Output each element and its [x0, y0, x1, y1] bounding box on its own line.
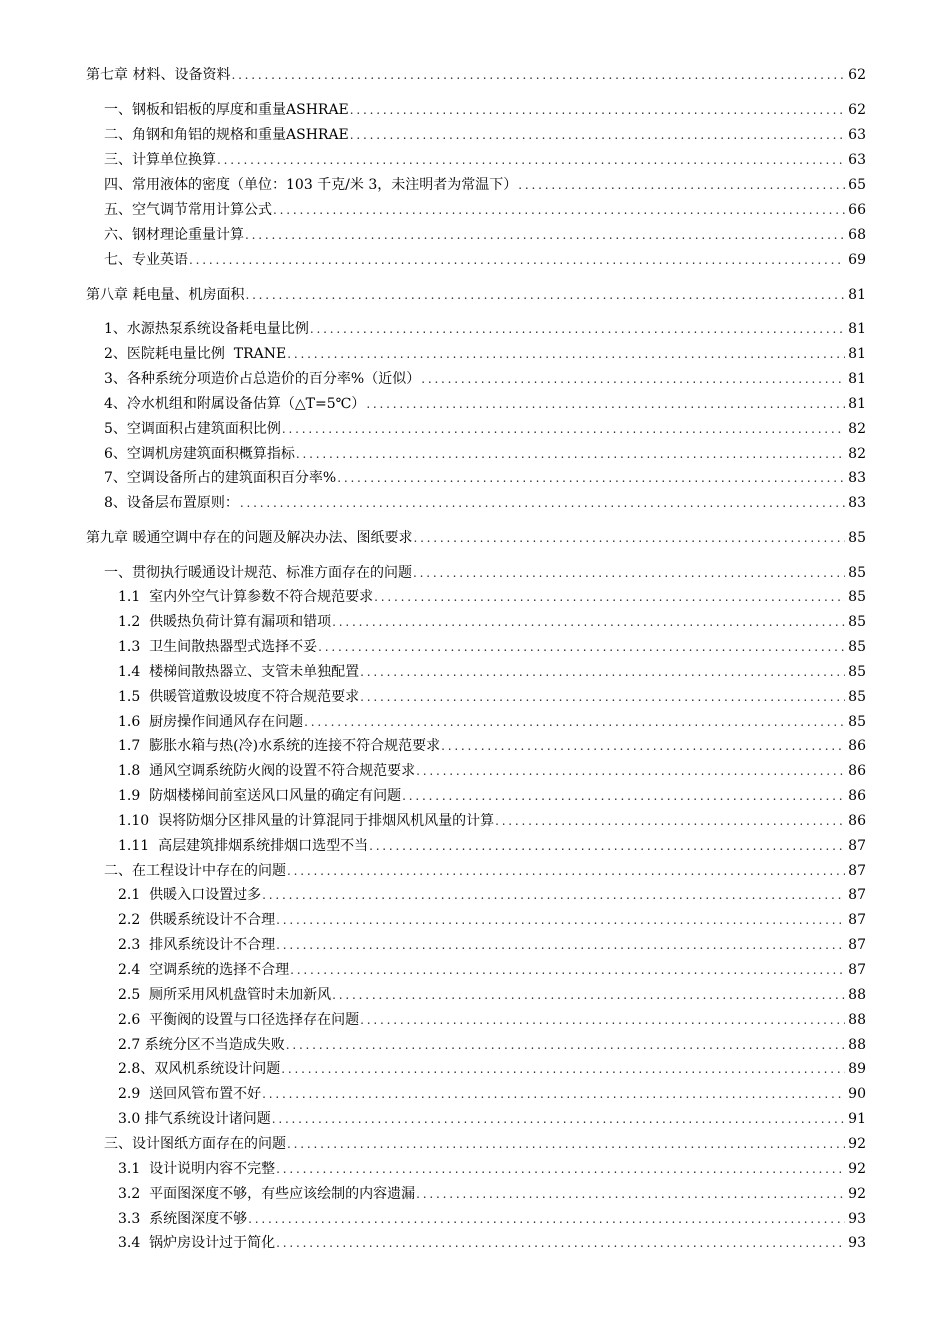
- dot-leader: [287, 1132, 845, 1156]
- dot-leader: [350, 98, 845, 122]
- toc-entry-label: 2.5 厕所采用风机盘管时未加新风: [118, 987, 332, 1003]
- toc-page-number: 63: [848, 152, 866, 168]
- dot-leader: [245, 283, 845, 307]
- dot-leader: [413, 561, 845, 585]
- toc-row: [0, 561, 950, 585]
- toc-page-number: 87: [848, 912, 866, 928]
- toc-section-entry[interactable]: [118, 685, 866, 709]
- toc-page-number: 66: [848, 202, 866, 218]
- toc-page-number: 85: [848, 565, 866, 581]
- toc-page-number: 85: [848, 664, 866, 680]
- toc-entry-label: 1.4 楼梯间散热器立、支管未单独配置: [118, 664, 360, 680]
- toc-row: [0, 466, 950, 490]
- toc-row: [0, 734, 950, 758]
- toc-section-entry[interactable]: [118, 933, 866, 957]
- toc-row: [0, 392, 950, 416]
- toc-row: [0, 442, 950, 466]
- dot-leader: [374, 585, 845, 609]
- toc-entry-label: 一、钢板和铝板的厚度和重量ASHRAE: [104, 102, 349, 118]
- toc-section-entry[interactable]: [118, 734, 866, 758]
- toc-row: [0, 491, 950, 515]
- toc-entry-label: 第七章 材料、设备资料: [86, 67, 231, 83]
- toc-row: [0, 759, 950, 783]
- toc-section-entry[interactable]: [118, 1107, 866, 1131]
- toc-section-entry[interactable]: [104, 123, 866, 147]
- toc-page-number: 87: [848, 838, 866, 854]
- toc-chapter-entry[interactable]: [86, 63, 866, 87]
- toc-entry-label: 二、角钢和角铝的规格和重量ASHRAE: [104, 127, 349, 143]
- toc-page-number: 83: [848, 495, 866, 511]
- dot-leader: [245, 223, 845, 247]
- toc-page-number: 62: [848, 102, 866, 118]
- toc-row: [0, 883, 950, 907]
- toc-entry-label: 第九章 暖通空调中存在的问题及解决办法、图纸要求: [86, 530, 413, 546]
- toc-page-number: 68: [848, 227, 866, 243]
- toc-entry-label: 2.9 送回风管布置不好: [118, 1086, 262, 1102]
- toc-row: [0, 1231, 950, 1255]
- toc-entry-label: 1.2 供暖热负荷计算有漏项和错项: [118, 614, 332, 630]
- toc-entry-label: 2.4 空调系统的选择不合理: [118, 962, 290, 978]
- toc-page-number: 81: [848, 396, 866, 412]
- toc-page-number: 87: [848, 962, 866, 978]
- toc-page-number: 87: [848, 937, 866, 953]
- toc-section-entry[interactable]: [118, 660, 866, 684]
- toc-section-entry[interactable]: [118, 759, 866, 783]
- toc-entry-label: 1、水源热泵系统设备耗电量比例: [104, 321, 309, 337]
- toc-entry-label: 8、设备层布置原则：: [104, 495, 239, 511]
- toc-page-number: 86: [848, 788, 866, 804]
- toc-page-number: 82: [848, 446, 866, 462]
- dot-leader: [413, 526, 845, 550]
- toc-row: [0, 710, 950, 734]
- toc-section-entry[interactable]: [118, 883, 866, 907]
- toc-row: [0, 248, 950, 272]
- toc-entry-label: 2.1 供暖入口设置过多: [118, 887, 262, 903]
- dot-leader: [416, 759, 845, 783]
- toc-section-entry[interactable]: [118, 958, 866, 982]
- toc-section-entry[interactable]: [118, 908, 866, 932]
- toc-page-number: 86: [848, 813, 866, 829]
- toc-entry-label: 一、贯彻执行暖通设计规范、标准方面存在的问题: [104, 565, 412, 581]
- toc-row: [0, 1033, 950, 1057]
- toc-page-number: 87: [848, 863, 866, 879]
- toc-entry-label: 第八章 耗电量、机房面积: [86, 287, 245, 303]
- toc-chapter-entry[interactable]: [86, 526, 866, 550]
- toc-entry-label: 6、空调机房建筑面积概算指标: [104, 446, 295, 462]
- toc-section-entry[interactable]: [104, 1132, 866, 1156]
- toc-entry-label: 3.3 系统图深度不够: [118, 1211, 248, 1227]
- dot-leader: [366, 392, 845, 416]
- toc-section-entry[interactable]: [104, 491, 866, 515]
- toc-page-number: 85: [848, 530, 866, 546]
- toc-page-number: 87: [848, 887, 866, 903]
- toc-row: [0, 585, 950, 609]
- toc-row: [0, 983, 950, 1007]
- toc-entry-label: 三、设计图纸方面存在的问题: [104, 1136, 286, 1152]
- dot-leader: [276, 1231, 845, 1255]
- dot-leader: [290, 958, 845, 982]
- toc-page-number: 93: [848, 1211, 866, 1227]
- dot-leader: [273, 198, 845, 222]
- toc-page-number: 92: [848, 1161, 866, 1177]
- toc-page-number: 83: [848, 470, 866, 486]
- toc-section-entry[interactable]: [104, 367, 866, 391]
- toc-page-number: 85: [848, 714, 866, 730]
- toc-page-number: 88: [848, 987, 866, 1003]
- toc-row: [0, 610, 950, 634]
- toc-section-entry[interactable]: [118, 784, 866, 808]
- dot-leader: [287, 342, 845, 366]
- toc-section-entry[interactable]: [118, 834, 866, 858]
- toc-section-entry[interactable]: [104, 223, 866, 247]
- toc-section-entry[interactable]: [118, 983, 866, 1007]
- toc-page-number: 85: [848, 589, 866, 605]
- toc-row: [0, 223, 950, 247]
- dot-leader: [276, 908, 845, 932]
- toc-row: [0, 1157, 950, 1181]
- dot-leader: [286, 1033, 845, 1057]
- toc-section-entry[interactable]: [104, 442, 866, 466]
- toc-page-number: 63: [848, 127, 866, 143]
- toc-entry-label: 5、空调面积占建筑面积比例: [104, 421, 281, 437]
- toc-row: [0, 148, 950, 172]
- toc-section-entry[interactable]: [104, 148, 866, 172]
- dot-leader: [304, 710, 845, 734]
- toc-entry-label: 1.5 供暖管道敷设坡度不符合规范要求: [118, 689, 360, 705]
- toc-row: [0, 1057, 950, 1081]
- toc-row: [0, 859, 950, 883]
- toc-page-number: 81: [848, 346, 866, 362]
- toc-entry-label: 2.7 系统分区不当造成失败: [118, 1037, 285, 1053]
- toc-chapter-entry[interactable]: [86, 283, 866, 307]
- toc-page-number: 93: [848, 1235, 866, 1251]
- toc-section-entry[interactable]: [118, 610, 866, 634]
- toc-row: [0, 958, 950, 982]
- dot-leader: [360, 1008, 845, 1032]
- toc-row: [0, 908, 950, 932]
- dot-leader: [296, 442, 845, 466]
- toc-entry-label: 3.1 设计说明内容不完整: [118, 1161, 276, 1177]
- dot-leader: [337, 466, 845, 490]
- toc-entry-label: 3、各种系统分项造价占总造价的百分率%（近似）: [104, 371, 421, 387]
- toc-page-number: 81: [848, 371, 866, 387]
- dot-leader: [272, 1107, 845, 1131]
- dot-leader: [262, 883, 845, 907]
- toc-row: [0, 685, 950, 709]
- toc-page-number: 81: [848, 287, 866, 303]
- toc-section-entry[interactable]: [104, 173, 866, 197]
- dot-leader: [231, 63, 845, 87]
- toc-entry-label: 2、医院耗电量比例 TRANE: [104, 346, 287, 362]
- toc-entry-label: 四、常用液体的密度（单位：103 千克/米 3，未注明者为常温下）: [104, 177, 518, 193]
- toc-section-entry[interactable]: [104, 859, 866, 883]
- toc-page-number: 92: [848, 1136, 866, 1152]
- toc-section-entry[interactable]: [118, 1207, 866, 1231]
- toc-page-number: 65: [848, 177, 866, 193]
- dot-leader: [318, 635, 845, 659]
- toc-page-number: 82: [848, 421, 866, 437]
- toc-section-entry[interactable]: [118, 585, 866, 609]
- dot-leader: [332, 610, 845, 634]
- toc-page-number: 91: [848, 1111, 866, 1127]
- toc-section-entry[interactable]: [118, 1057, 866, 1081]
- toc-section-entry[interactable]: [118, 1231, 866, 1255]
- toc-entry-label: 1.11 高层建筑排烟系统排烟口选型不当: [118, 838, 369, 854]
- dot-leader: [369, 834, 845, 858]
- toc-entry-label: 3.2 平面图深度不够，有些应该绘制的内容遗漏: [118, 1186, 416, 1202]
- toc-section-entry[interactable]: [104, 417, 866, 441]
- toc-entry-label: 1.7 膨胀水箱与热(冷)水系统的连接不符合规范要求: [118, 738, 441, 754]
- toc-page-number: 69: [848, 252, 866, 268]
- toc-page-number: 89: [848, 1061, 866, 1077]
- dot-leader: [240, 491, 845, 515]
- dot-leader: [281, 1057, 845, 1081]
- toc-row: [0, 933, 950, 957]
- toc-page-number: 81: [848, 321, 866, 337]
- toc-section-entry[interactable]: [104, 248, 866, 272]
- toc-entry-label: 7、空调设备所占的建筑面积百分率%: [104, 470, 337, 486]
- toc-row: [0, 342, 950, 366]
- toc-section-entry[interactable]: [104, 561, 866, 585]
- dot-leader: [217, 148, 845, 172]
- toc-entry-label: 二、在工程设计中存在的问题: [104, 863, 286, 879]
- toc-page-number: 62: [848, 67, 866, 83]
- toc-row: [0, 660, 950, 684]
- toc-section-entry[interactable]: [104, 392, 866, 416]
- dot-leader: [332, 983, 845, 1007]
- toc-row: [0, 173, 950, 197]
- dot-leader: [189, 248, 845, 272]
- toc-row: [0, 198, 950, 222]
- toc-page-number: 88: [848, 1037, 866, 1053]
- dot-leader: [360, 685, 845, 709]
- dot-leader: [416, 1182, 845, 1206]
- toc-entry-label: 1.8 通风空调系统防火阀的设置不符合规范要求: [118, 763, 416, 779]
- dot-leader: [276, 933, 845, 957]
- dot-leader: [495, 809, 845, 833]
- toc-page-number: 88: [848, 1012, 866, 1028]
- toc-page-number: 85: [848, 689, 866, 705]
- toc-row: [0, 317, 950, 341]
- toc-section-entry[interactable]: [118, 1033, 866, 1057]
- toc-row: [0, 834, 950, 858]
- toc-row: [0, 1107, 950, 1131]
- toc-page-number: 92: [848, 1186, 866, 1202]
- toc-entry-label: 4、冷水机组和附属设备估算（△T=5℃）: [104, 396, 366, 412]
- toc-row: [0, 417, 950, 441]
- toc-entry-label: 1.1 室内外空气计算参数不符合规范要求: [118, 589, 374, 605]
- toc-row: [0, 526, 950, 550]
- dot-leader: [360, 660, 845, 684]
- dot-leader: [441, 734, 845, 758]
- toc-section-entry[interactable]: [104, 198, 866, 222]
- toc-entry-label: 1.10 误将防烟分区排风量的计算混同于排烟风机风量的计算: [118, 813, 495, 829]
- toc-entry-label: 1.6 厨房操作间通风存在问题: [118, 714, 304, 730]
- toc-entry-label: 3.4 锅炉房设计过于简化: [118, 1235, 276, 1251]
- toc-entry-label: 三、计算单位换算: [104, 152, 216, 168]
- toc-row: [0, 784, 950, 808]
- toc-page-number: 86: [848, 763, 866, 779]
- toc-entry-label: 3.0 排气系统设计诸问题: [118, 1111, 271, 1127]
- toc-section-entry[interactable]: [118, 1182, 866, 1206]
- toc-row: [0, 63, 950, 87]
- toc-section-entry[interactable]: [118, 635, 866, 659]
- toc-row: [0, 367, 950, 391]
- toc-section-entry[interactable]: [118, 1157, 866, 1181]
- dot-leader: [262, 1082, 845, 1106]
- toc-section-entry[interactable]: [104, 98, 866, 122]
- toc-page-number: 85: [848, 639, 866, 655]
- dot-leader: [421, 367, 845, 391]
- dot-leader: [287, 859, 845, 883]
- toc-entry-label: 2.6 平衡阀的设置与口径选择存在问题: [118, 1012, 360, 1028]
- dot-leader: [310, 317, 845, 341]
- toc-row: [0, 635, 950, 659]
- toc-entry-label: 五、空气调节常用计算公式: [104, 202, 272, 218]
- toc-row: [0, 809, 950, 833]
- toc-entry-label: 2.2 供暖系统设计不合理: [118, 912, 276, 928]
- dot-leader: [276, 1157, 845, 1181]
- toc-row: [0, 1182, 950, 1206]
- toc-section-entry[interactable]: [118, 809, 866, 833]
- toc-entry-label: 2.3 排风系统设计不合理: [118, 937, 276, 953]
- toc-section-entry[interactable]: [118, 1008, 866, 1032]
- toc-row: [0, 98, 950, 122]
- toc-row: [0, 283, 950, 307]
- toc-section-entry[interactable]: [104, 342, 866, 366]
- toc-section-entry[interactable]: [118, 1082, 866, 1106]
- toc-entry-label: 六、钢材理论重量计算: [104, 227, 244, 243]
- dot-leader: [282, 417, 845, 441]
- dot-leader: [518, 173, 845, 197]
- toc-entry-label: 1.9 防烟楼梯间前室送风口风量的确定有问题: [118, 788, 402, 804]
- toc-page-number: 85: [848, 614, 866, 630]
- toc-row: [0, 1132, 950, 1156]
- toc-entry-label: 1.3 卫生间散热器型式选择不妥: [118, 639, 318, 655]
- toc-section-entry[interactable]: [104, 466, 866, 490]
- toc-section-entry[interactable]: [104, 317, 866, 341]
- toc-row: [0, 1008, 950, 1032]
- toc-entry-label: 七、专业英语: [104, 252, 188, 268]
- toc-page-number: 86: [848, 738, 866, 754]
- toc-row: [0, 1207, 950, 1231]
- toc-row: [0, 1082, 950, 1106]
- dot-leader: [248, 1207, 845, 1231]
- dot-leader: [350, 123, 845, 147]
- toc-page-number: 90: [848, 1086, 866, 1102]
- dot-leader: [402, 784, 845, 808]
- toc-row: [0, 123, 950, 147]
- toc-entry-label: 2.8、双风机系统设计问题: [118, 1061, 281, 1077]
- toc-section-entry[interactable]: [118, 710, 866, 734]
